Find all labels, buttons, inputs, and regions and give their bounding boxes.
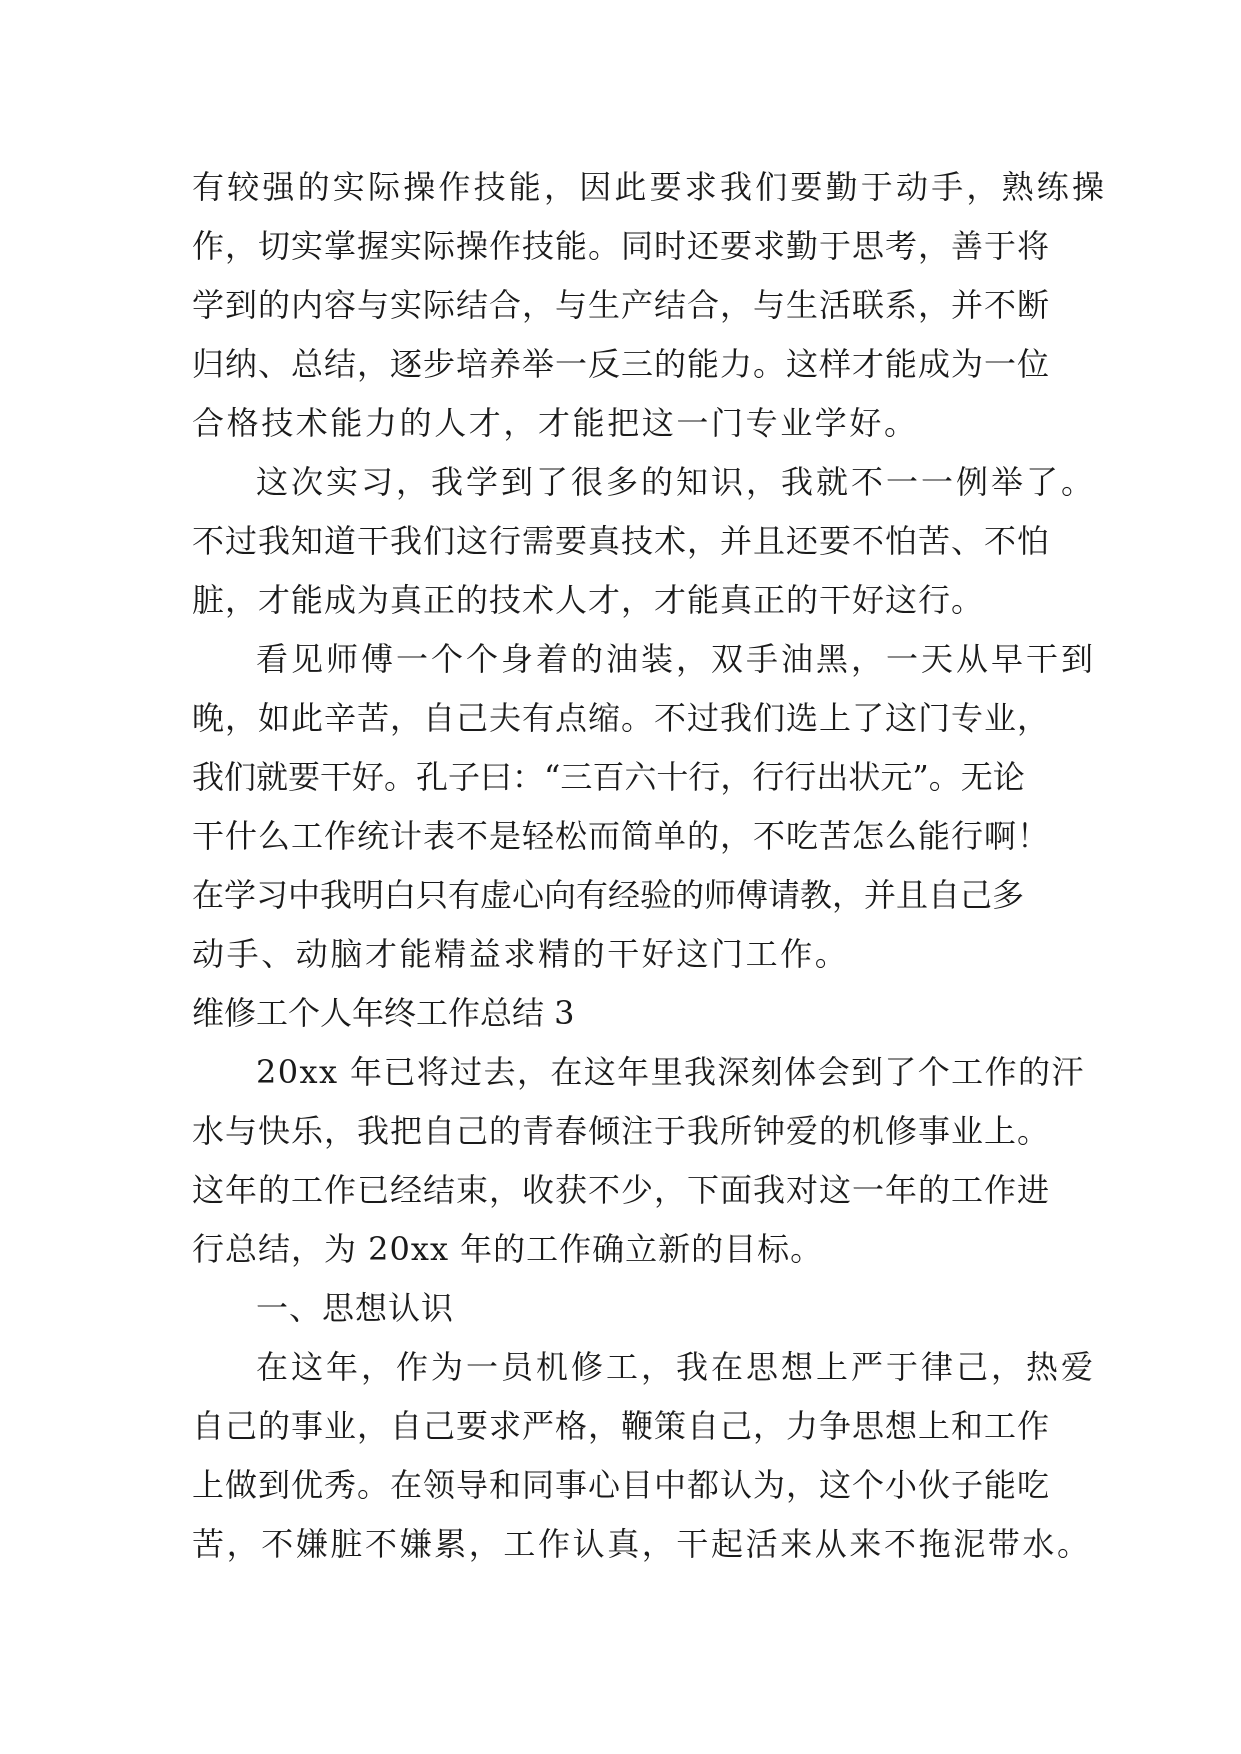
text-line: 行总结，为 20xx 年的工作确立新的目标。 [192, 1230, 824, 1268]
text-line: 作，切实掌握实际操作技能。同时还要求勤于思考，善于将 [192, 227, 1051, 265]
body-text [192, 158, 1108, 1574]
text-line: 干什么工作统计表不是轻松而简单的，不吃苦怎么能行啊！ [192, 817, 1051, 855]
text-line: 苦，不嫌脏不嫌累，工作认真，干起活来从来不拖泥带水。 [192, 1525, 1092, 1563]
text-line: 动手、动脑才能精益求精的干好这门工作。 [192, 935, 850, 973]
text-line: 脏，才能成为真正的技术人才，才能真正的干好这行。 [192, 581, 985, 619]
text-line: 这年的工作已经结束，收获不少，下面我对这一年的工作进 [192, 1171, 1051, 1209]
text-line: 学到的内容与实际结合，与生产结合，与生活联系，并不断 [192, 286, 1051, 324]
text-line: 水与快乐，我把自己的青春倾注于我所钟爱的机修事业上。 [192, 1112, 1051, 1150]
section-heading: 维修工个人年终工作总结 3 [192, 994, 575, 1032]
text-line: 有较强的实际操作技能，因此要求我们要勤于动手，熟练操 [192, 168, 1108, 206]
text-line: 晚，如此辛苦，自己夫有点缩。不过我们选上了这门专业， [192, 699, 1051, 737]
text-line: 上做到优秀。在领导和同事心目中都认为，这个小伙子能吃 [192, 1466, 1051, 1504]
text-line: 在这年，作为一员机修工，我在思想上严于律己，热爱 [256, 1348, 1097, 1386]
text-line: 一、思想认识 [256, 1289, 455, 1327]
text-line: 20xx 年已将过去，在这年里我深刻体会到了个工作的汗 [256, 1053, 1085, 1091]
text-line: 看见师傅一个个身着的油装，双手油黑，一天从早干到 [256, 640, 1097, 678]
text-line: 归纳、总结，逐步培养举一反三的能力。这样才能成为一位 [192, 345, 1051, 383]
text-line: 不过我知道干我们这行需要真技术，并且还要不怕苦、不怕 [192, 522, 1051, 560]
text-line: 在学习中我明白只有虚心向有经验的师傅请教，并且自己多 [192, 876, 1025, 914]
text-line: 合格技术能力的人才，才能把这一门专业学好。 [192, 404, 919, 442]
text-line: 自己的事业，自己要求严格，鞭策自己，力争思想上和工作 [192, 1407, 1051, 1445]
text-line: 这次实习，我学到了很多的知识，我就不一一例举了。 [256, 463, 1097, 501]
text-line: 我们就要干好。孔子曰：“三百六十行，行行出状元”。无论 [192, 758, 1025, 796]
